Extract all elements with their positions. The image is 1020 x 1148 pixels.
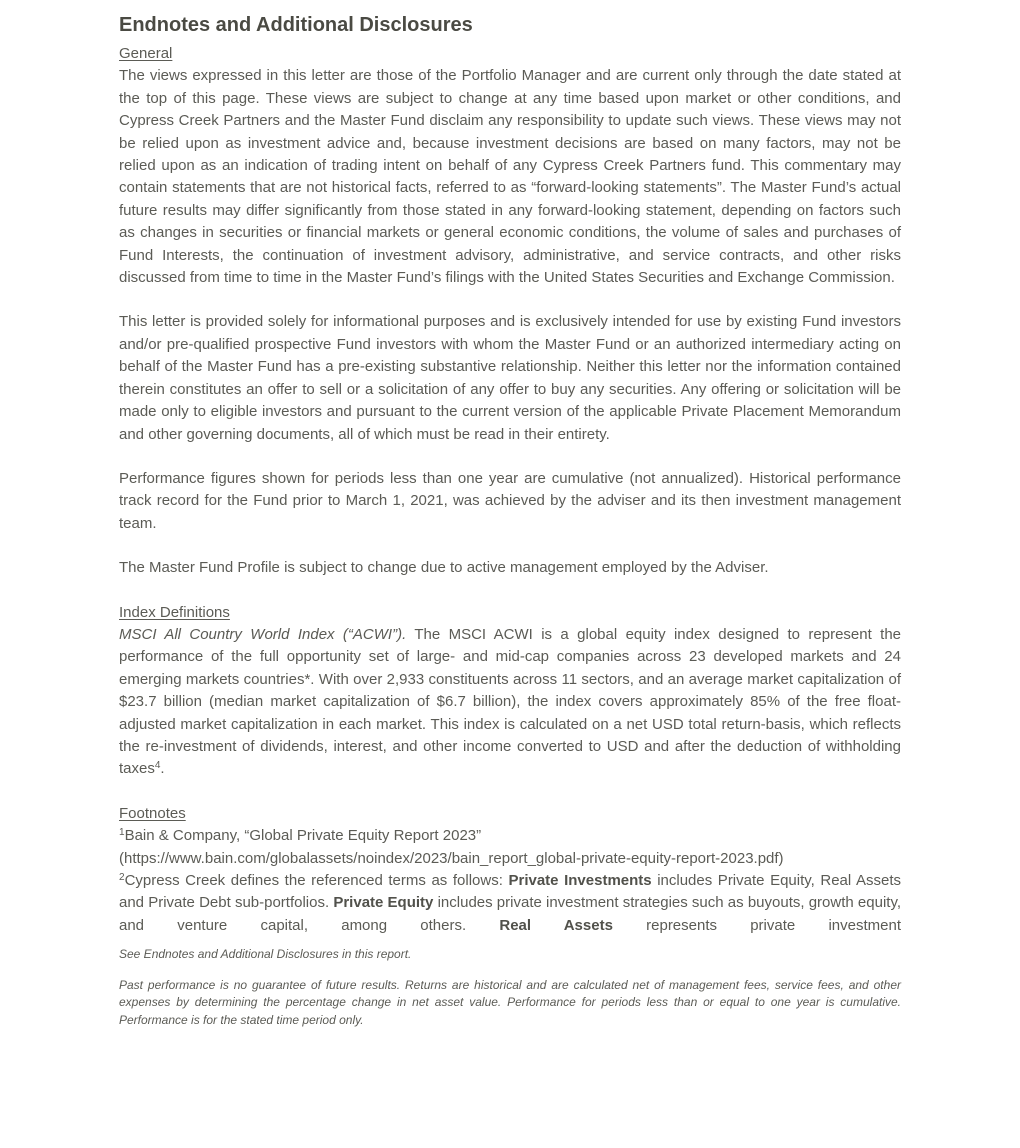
footnote-2-text-4: represents private investment [612, 916, 901, 934]
footnote-2-text-1: Cypress Creek defines the referenced terms as follows: [124, 872, 509, 889]
paragraph-index-definition-acwi [119, 624, 901, 781]
footnote-1-text: Bain & Company, “Global Private Equity Report 2023” [124, 827, 482, 845]
paragraph-general-informational: This letter is provided solely for informational purposes and is exclusively intended for use by existing Fund investors and/or pre-qualified prospective Fund investors with whom the Master Fund or an authorized intermediary acting on behalf of the Master Fund has a pre-existing substantive relationship. Neither this letter nor the information contained therein constitutes an offer to sell or a solicitation of any offer to buy any securities. Any offering or solicitation will be made only to eligible investors and pursuant to the current version of the applicable Private Placement Memorandum and other governing documents, all of which must be read in their entirety. [119, 313, 901, 443]
past-performance-disclaimer: Past performance is no guarantee of future results. Returns are historical and are calculated net of management fees, service fees, and other expenses by determining the percentage change in net asset value. Performance for periods less than or equal to one year is cumulative. Performance is for the stated time period only. [119, 978, 901, 1027]
paragraph-general-performance-figures: Performance figures shown for periods less than one year are cumulative (not annualized). Historical performance track record for the Fund prior to March 1, 2021, was achieved by the adviser and its then investment management team. [119, 469, 901, 532]
footnote-2-text-2: includes Private Equity, Real Assets and Private Debt sub-portfolios. [119, 872, 901, 912]
paragraph-general-master-fund-profile: The Master Fund Profile is subject to change due to active management employed by the Adviser. [119, 559, 769, 577]
see-endnotes-note: See Endnotes and Additional Disclosures in this report. [119, 947, 412, 962]
footnote-marker-4: 4 [154, 760, 161, 772]
section-heading-general: General [119, 45, 173, 62]
page-title: Endnotes and Additional Disclosures [119, 14, 473, 36]
index-name-italic: MSCI All Country World Index (“ACWI”). [119, 625, 407, 643]
footnote-marker-1: 1 [119, 827, 125, 839]
term-private-investments: Private Investments [508, 872, 652, 889]
term-private-equity: Private Equity [333, 894, 434, 912]
index-definition-period: . [160, 760, 165, 778]
footnote-2 [119, 870, 901, 937]
footnote-2-text-3: includes private investment strategies such as buyouts, growth equity, and venture capital, among others. [119, 894, 901, 934]
term-real-assets: Real Assets [499, 916, 613, 934]
footnote-1-url: (https://www.bain.com/globalassets/noindex/2023/bain_report_global-private-equity-report-2023.pdf) [119, 849, 784, 867]
section-heading-footnotes: Footnotes [119, 804, 186, 822]
footnote-1 [119, 825, 901, 847]
section-heading-index-definitions: Index Definitions [119, 603, 230, 621]
footnote-marker-2: 2 [119, 872, 125, 883]
index-definition-body: The MSCI ACWI is a global equity index designed to represent the performance of the full opportunity set of large- and mid-cap companies across 23 developed markets and 24 emerging markets countries*. With over 2,933 constituents across 11 sectors, and an average market capitalization of $23.7 billion (median market capitalization of $6.7 billion), the index covers approximately 85% of the free float-adjusted market capitalization in each market. This index is calculated on a net USD total return-basis, which reflects the re-investment of dividends, interest, and other income converted to USD and after the deduction of withholding taxes [119, 625, 901, 778]
paragraph-general-views: The views expressed in this letter are those of the Portfolio Manager and are current only through the date stated at the top of this page. These views are subject to change at any time based upon market or other conditions, and Cypress Creek Partners and the Master Fund disclaim any responsibility to update such views. These views may not be relied upon as investment advice and, because investment decisions are based on many factors, may not be relied upon as an indication of trading intent on behalf of any Cypress Creek Partners fund. This commentary may contain statements that are not historical facts, referred to as “forward-looking statements”. The Master Fund’s actual future results may differ significantly from those stated in any forward-looking statement, depending on factors such as changes in securities or financial markets or general economic conditions, the volume of sales and purchases of Fund Interests, the continuation of investment advisory, administrative, and service contracts, and other risks discussed from time to time in the Master Fund’s filings with the United States Securities and Exchange Commission. [119, 67, 901, 287]
